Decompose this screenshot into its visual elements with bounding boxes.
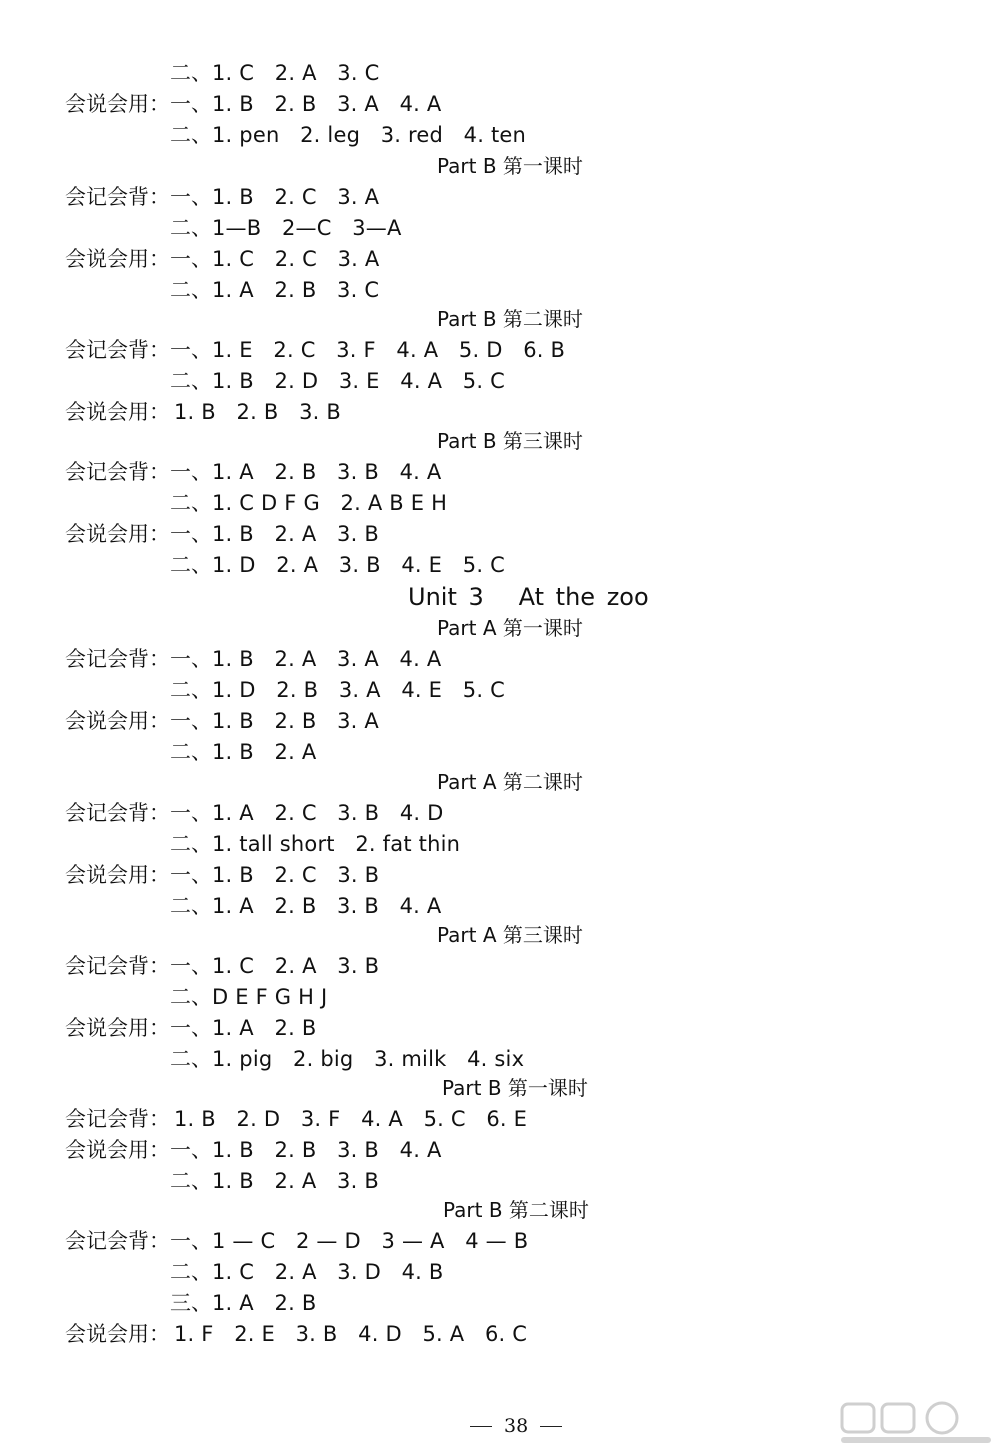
answer-group	[170, 367, 505, 395]
section-heading-lesson: 第二课时	[502, 307, 583, 331]
answers: 1. A 2. B 3. C	[212, 278, 380, 302]
section-heading	[442, 1074, 588, 1102]
question-number: 一、	[170, 863, 212, 887]
answer-group	[174, 1320, 527, 1348]
answers: 1. B 2. D 3. E 4. A 5. C	[212, 369, 505, 393]
question-number: 二、	[170, 123, 212, 147]
question-number: 二、	[170, 1169, 212, 1193]
category-label: 会说会用：	[65, 92, 170, 116]
section-heading-part: Part A	[437, 923, 497, 947]
answers: 1. B 2. B 3. A	[212, 709, 379, 733]
section-heading	[437, 305, 583, 333]
answers: 1. B 2. A 3. B	[212, 1169, 379, 1193]
category-label: 会说会用：	[65, 522, 170, 546]
category-label: 会说会用：	[65, 1138, 170, 1162]
answer-group	[170, 1227, 528, 1255]
answer-group	[170, 1167, 379, 1195]
question-number: 二、	[170, 369, 212, 393]
answers: 1. C 2. C 3. A	[212, 247, 380, 271]
answers: 1. A 2. B	[212, 1291, 317, 1315]
footer-dash-right	[540, 1426, 562, 1427]
answer-group	[170, 799, 444, 827]
category-label: 会说会用：	[65, 247, 170, 271]
question-number: 二、	[170, 985, 212, 1009]
answers: D E F G H J	[212, 985, 328, 1009]
question-number: 二、	[170, 832, 212, 856]
question-number: 二、	[170, 278, 212, 302]
answers: 1. C D F G 2. A B E H	[212, 491, 448, 515]
section-heading	[437, 768, 583, 796]
answers: 1. B 2. D 3. F 4. A 5. C 6. E	[174, 1107, 528, 1131]
question-number: 二、	[170, 1260, 212, 1284]
section-heading-lesson: 第一课时	[502, 616, 583, 640]
answers: 1. B 2. B 3. B 4. A	[212, 1138, 442, 1162]
answer-group	[170, 1258, 444, 1286]
section-heading-part: Part B	[437, 307, 497, 331]
section-heading-part: Part A	[437, 770, 497, 794]
section-heading-part: Part A	[437, 616, 497, 640]
answer-group	[170, 59, 379, 87]
section-heading-lesson: 第三课时	[502, 923, 583, 947]
question-number: 二、	[170, 740, 212, 764]
answers: 1. A 2. B 3. B 4. A	[212, 894, 442, 918]
section-heading-lesson: 第三课时	[502, 429, 583, 453]
answer-group	[170, 1014, 316, 1042]
answer-group	[170, 214, 402, 242]
answers: 1—B 2—C 3—A	[212, 216, 402, 240]
answer-group	[170, 952, 379, 980]
question-number: 一、	[170, 647, 212, 671]
question-number: 二、	[170, 491, 212, 515]
answer-group	[170, 183, 379, 211]
answers: 1. tall short 2. fat thin	[212, 832, 461, 856]
answers: 1. pen 2. leg 3. red 4. ten	[212, 123, 527, 147]
question-number: 二、	[170, 553, 212, 577]
page-number: 38	[504, 1415, 529, 1437]
answers: 1. A 2. C 3. B 4. D	[212, 801, 444, 825]
category-label: 会说会用：	[65, 1322, 170, 1346]
answers: 1. B 2. C 3. B	[212, 863, 380, 887]
answers: 1. B 2. A 3. A 4. A	[212, 647, 442, 671]
category-label: 会记会背：	[65, 460, 170, 484]
unit-title: Unit 3 At the zoo	[408, 583, 649, 611]
category-label: 会记会背：	[65, 1107, 170, 1131]
answer-group	[170, 90, 441, 118]
question-number: 一、	[170, 185, 212, 209]
answer-group	[174, 398, 341, 426]
question-number: 一、	[170, 522, 212, 546]
answer-group	[170, 276, 379, 304]
answer-group	[170, 707, 379, 735]
answer-group	[170, 336, 565, 364]
section-heading	[437, 152, 583, 180]
question-number: 一、	[170, 338, 212, 362]
section-heading	[443, 1196, 589, 1224]
answers: 1. B 2. B 3. A 4. A	[212, 92, 442, 116]
question-number: 二、	[170, 61, 212, 85]
section-heading-part: Part B	[437, 154, 497, 178]
question-number: 一、	[170, 1138, 212, 1162]
answer-group	[170, 1136, 442, 1164]
answers: 1. E 2. C 3. F 4. A 5. D 6. B	[212, 338, 566, 362]
answers: 1. F 2. E 3. B 4. D 5. A 6. C	[174, 1322, 528, 1346]
answer-group	[170, 645, 441, 673]
answers: 1. C 2. A 3. B	[212, 954, 380, 978]
answer-group	[170, 892, 441, 920]
answer-group	[170, 551, 505, 579]
category-label: 会记会背：	[65, 801, 170, 825]
answer-group	[170, 458, 441, 486]
answer-group	[170, 489, 447, 517]
category-label: 会记会背：	[65, 185, 170, 209]
question-number: 二、	[170, 1047, 212, 1071]
question-number: 一、	[170, 460, 212, 484]
section-heading-part: Part B	[443, 1198, 503, 1222]
answers: 1. A 2. B	[212, 1016, 317, 1040]
question-number: 一、	[170, 801, 212, 825]
question-number: 一、	[170, 709, 212, 733]
section-heading	[437, 921, 583, 949]
section-heading	[437, 427, 583, 455]
answers: 1. B 2. B 3. B	[174, 400, 342, 424]
answers: 1 — C 2 — D 3 — A 4 — B	[212, 1229, 529, 1253]
answer-group	[170, 121, 526, 149]
section-heading-part: Part B	[437, 429, 497, 453]
category-label: 会记会背：	[65, 338, 170, 362]
answers: 1. D 2. A 3. B 4. E 5. C	[212, 553, 505, 577]
section-heading-part: Part B	[442, 1076, 502, 1100]
answers: 1. C 2. A 3. D 4. B	[212, 1260, 444, 1284]
answers: 1. B 2. A 3. B	[212, 522, 379, 546]
section-heading-lesson: 第一课时	[502, 154, 583, 178]
category-label: 会说会用：	[65, 1016, 170, 1040]
question-number: 三、	[170, 1291, 212, 1315]
answer-group	[170, 1045, 524, 1073]
question-number: 二、	[170, 678, 212, 702]
answer-group	[170, 983, 327, 1011]
answer-group	[170, 245, 379, 273]
category-label: 会记会背：	[65, 954, 170, 978]
watermark-logo	[838, 1400, 998, 1450]
answer-group	[170, 861, 379, 889]
footer-dash-left	[470, 1426, 492, 1427]
question-number: 一、	[170, 954, 212, 978]
page-footer	[470, 1414, 562, 1438]
answer-group	[174, 1105, 527, 1133]
section-heading-lesson: 第一课时	[507, 1076, 588, 1100]
answers: 1. C 2. A 3. C	[212, 61, 380, 85]
category-label: 会记会背：	[65, 1229, 170, 1253]
answer-group	[170, 676, 505, 704]
category-label: 会说会用：	[65, 863, 170, 887]
section-heading-lesson: 第二课时	[502, 770, 583, 794]
question-number: 一、	[170, 1229, 212, 1253]
category-label: 会记会背：	[65, 647, 170, 671]
section-heading-lesson: 第二课时	[508, 1198, 589, 1222]
answer-group	[170, 738, 316, 766]
answers: 1. A 2. B 3. B 4. A	[212, 460, 442, 484]
answer-group	[170, 520, 379, 548]
category-label: 会说会用：	[65, 709, 170, 733]
category-label: 会说会用：	[65, 400, 170, 424]
question-number: 二、	[170, 894, 212, 918]
answers: 1. D 2. B 3. A 4. E 5. C	[212, 678, 505, 702]
answers: 1. pig 2. big 3. milk 4. six	[212, 1047, 525, 1071]
question-number: 一、	[170, 92, 212, 116]
answer-group	[170, 1289, 316, 1317]
section-heading	[437, 614, 583, 642]
question-number: 一、	[170, 1016, 212, 1040]
answers: 1. B 2. C 3. A	[212, 185, 380, 209]
question-number: 一、	[170, 247, 212, 271]
question-number: 二、	[170, 216, 212, 240]
answer-group	[170, 830, 460, 858]
answers: 1. B 2. A	[212, 740, 317, 764]
